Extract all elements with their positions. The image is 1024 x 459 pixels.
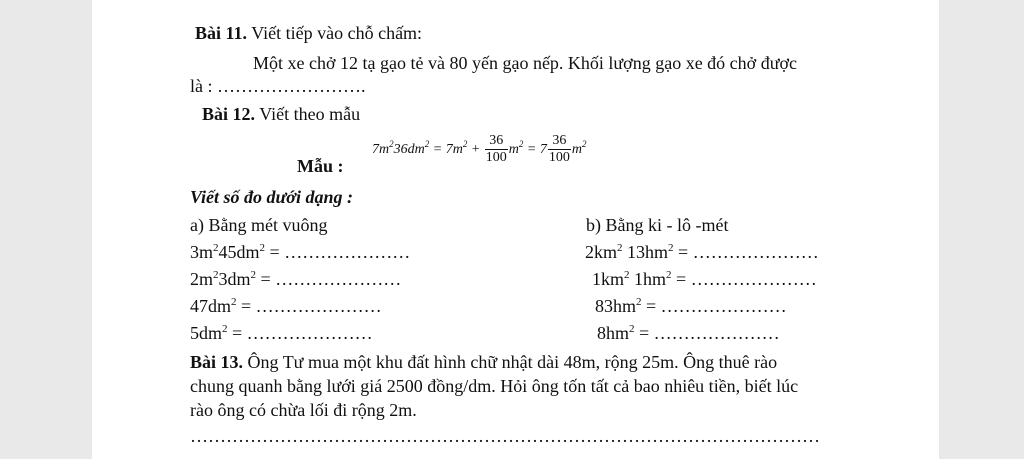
- bai11-title: Bài 11.: [195, 23, 248, 43]
- answer-dots: …………………: [660, 296, 787, 316]
- col-b-item-4: [597, 322, 780, 344]
- formula-exp-1: 2: [389, 139, 394, 149]
- formula-exp-5: 2: [581, 139, 587, 149]
- bai11-heading: [195, 22, 422, 44]
- col-a-item-2: [190, 268, 401, 290]
- term: 2km: [585, 242, 618, 262]
- bai13-title: Bài 13.: [190, 352, 244, 372]
- answer-dots: …………………: [692, 242, 819, 262]
- formula-exp-2: 2: [424, 139, 430, 149]
- term: 83hm: [595, 296, 637, 316]
- answer-dots: …………………: [246, 323, 373, 343]
- bai11-answer-dots: …………………….: [217, 76, 366, 96]
- exponent: 2: [624, 269, 630, 281]
- bai13-answer-dots: ……………………………………………………………………………………………: [190, 426, 820, 446]
- col-b-item-2: [592, 268, 817, 290]
- bai11-text: Một xe chở 12 tạ gạo tẻ và 80 yến gạo nếp. Khối lượng gạo xe đó chở được: [253, 53, 797, 73]
- bai12-subtitle: Viết số đo dưới dạng :: [190, 187, 353, 207]
- answer-dots: …………………: [284, 242, 411, 262]
- equals: =: [634, 323, 654, 343]
- col-a-item-3: [190, 295, 382, 317]
- col-a-header: a) Bằng mét vuông: [190, 215, 328, 235]
- term: 3m: [190, 242, 214, 262]
- formula-exp-3: 2: [462, 139, 468, 149]
- exponent: 2: [259, 242, 266, 254]
- answer-dots: …………………: [653, 323, 780, 343]
- answer-dots: …………………: [255, 296, 382, 316]
- equals: =: [673, 242, 693, 262]
- equals: =: [227, 323, 247, 343]
- term: 8hm: [597, 323, 630, 343]
- formula-fraction-1: [485, 133, 508, 166]
- equals: =: [236, 296, 256, 316]
- answer-dots: …………………: [275, 269, 402, 289]
- term: 45dm: [218, 242, 260, 262]
- equals: =: [265, 242, 285, 262]
- fraction-1-numerator: 36: [485, 133, 508, 150]
- document-page: [92, 0, 939, 459]
- fraction-2-denominator: 100: [548, 150, 570, 166]
- col-b-header: b) Bằng ki - lô -mét: [586, 215, 729, 235]
- bai12-heading: [202, 103, 360, 125]
- exponent: 2: [666, 269, 672, 281]
- bai13-line-3: rào ông có chừa lối đi rộng 2m.: [190, 400, 417, 420]
- term: 1hm: [629, 269, 667, 289]
- col-b-item-1: [585, 241, 819, 263]
- mau-label: Mẫu :: [297, 156, 344, 176]
- exponent: 2: [213, 242, 219, 254]
- formula-eq-2: = 7: [523, 142, 547, 157]
- formula-term-1: 7m: [372, 142, 390, 157]
- bai12-instruction: Viết theo mẫu: [259, 104, 361, 124]
- exponent: 2: [617, 242, 623, 254]
- bai13-text-1: Ông Tư mua một khu đất hình chữ nhật dài 48m, rộng 25m. Ông thuê rào: [247, 352, 778, 372]
- exponent: 2: [250, 269, 257, 281]
- formula-unit-2: m: [571, 142, 582, 157]
- term: 2m: [190, 269, 214, 289]
- example-formula: [372, 132, 586, 168]
- bai12-title: Bài 12.: [202, 104, 256, 124]
- fraction-1-denominator: 100: [485, 150, 507, 166]
- bai13-line-2: chung quanh bằng lưới giá 2500 đồng/dm. Hỏi ông tốn tất cả bao nhiêu tiền, biết lúc: [190, 376, 799, 396]
- exponent: 2: [222, 323, 228, 335]
- bai11-answer-line: [190, 75, 366, 97]
- equals: =: [671, 269, 691, 289]
- exponent: 2: [231, 296, 237, 308]
- exponent: 2: [213, 269, 219, 281]
- formula-unit-1: m: [508, 142, 519, 157]
- term: 5dm: [190, 323, 223, 343]
- bai11-answer-prefix: là :: [190, 76, 213, 96]
- col-a-item-1: [190, 241, 410, 263]
- term: 13hm: [622, 242, 669, 262]
- formula-eq-1: = 7m: [429, 142, 463, 157]
- bai11-instruction: Viết tiếp vào chỗ chấm:: [251, 23, 423, 43]
- col-a-item-4: [190, 322, 373, 344]
- col-b-item-3: [595, 295, 787, 317]
- formula-exp-4: 2: [518, 139, 524, 149]
- exponent: 2: [629, 323, 635, 335]
- term: 47dm: [190, 296, 232, 316]
- exponent: 2: [668, 242, 674, 254]
- term: 3dm: [218, 269, 251, 289]
- equals: =: [256, 269, 276, 289]
- exponent: 2: [636, 296, 642, 308]
- equals: =: [641, 296, 661, 316]
- formula-plus: +: [467, 142, 484, 157]
- formula-fraction-2: [548, 133, 571, 166]
- bai13-line-1: [190, 351, 777, 373]
- term: 1km: [592, 269, 625, 289]
- answer-dots: …………………: [690, 269, 817, 289]
- formula-term-2: 36dm: [393, 142, 425, 157]
- fraction-2-numerator: 36: [548, 133, 571, 150]
